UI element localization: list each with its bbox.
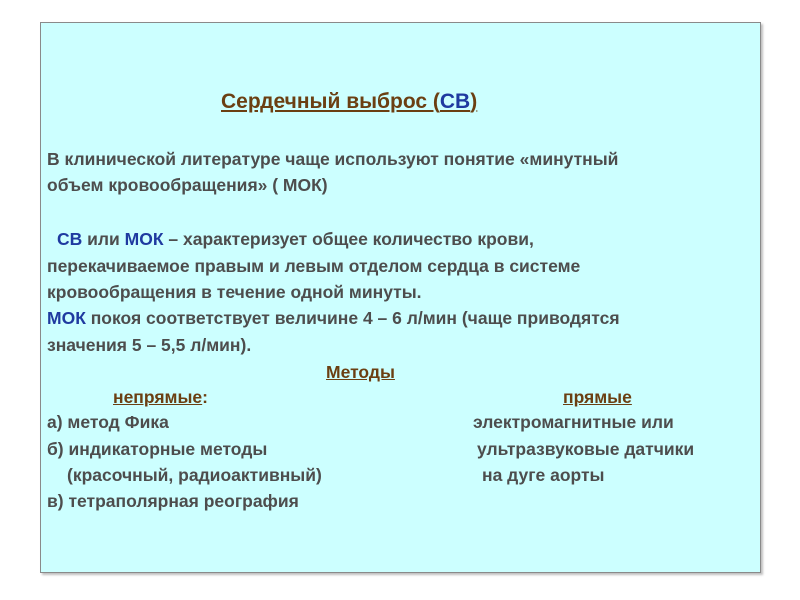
- title-abbr: СВ: [439, 90, 471, 113]
- indirect-label: непрямые: [113, 387, 203, 407]
- direct-item-2: ультразвуковые датчики: [477, 439, 695, 459]
- para2-line2: перекачиваемое правым и левым отделом сердца в системе: [47, 256, 581, 276]
- para1-line2: объем кровообращения» ( МОК): [47, 175, 328, 195]
- direct-item-1: электромагнитные или: [473, 412, 674, 432]
- indirect-heading: [113, 387, 208, 407]
- para2-line1-rest: – характеризует общее количество крови,: [163, 229, 534, 249]
- para2-mid: или: [82, 229, 125, 249]
- slide: [40, 22, 761, 573]
- para3-line1: [47, 308, 620, 328]
- para1-line1: В клинической литературе чаще используют понятие «минутный: [47, 149, 619, 169]
- methods-heading: Методы: [326, 362, 395, 382]
- para3-line2: значения 5 – 5,5 л/мин).: [47, 335, 252, 355]
- direct-item-3: на дуге аорты: [482, 465, 605, 485]
- para3-line1-rest: покоя соответствует величине 4 – 6 л/мин (чаще приводятся: [85, 308, 620, 328]
- method-item-c: в) тетраполярная реография: [47, 491, 299, 511]
- method-item-a: а) метод Фика: [47, 412, 169, 432]
- method-item-b-note: (красочный, радиоактивный): [67, 465, 322, 485]
- mok-abbr: МОК: [124, 229, 164, 249]
- para2-line3: кровообращения в течение одной минуты.: [47, 282, 422, 302]
- direct-heading: прямые: [563, 387, 632, 407]
- title-prefix: Сердечный выброс (: [221, 90, 440, 113]
- para2-line1: [57, 229, 534, 249]
- sv-abbr: СВ: [57, 229, 83, 249]
- method-item-b: б) индикаторные методы: [47, 439, 268, 459]
- title-suffix: ): [470, 90, 478, 113]
- mok-abbr-2: МОК: [47, 308, 86, 328]
- slide-title: [221, 90, 477, 114]
- indirect-colon: :: [202, 387, 208, 407]
